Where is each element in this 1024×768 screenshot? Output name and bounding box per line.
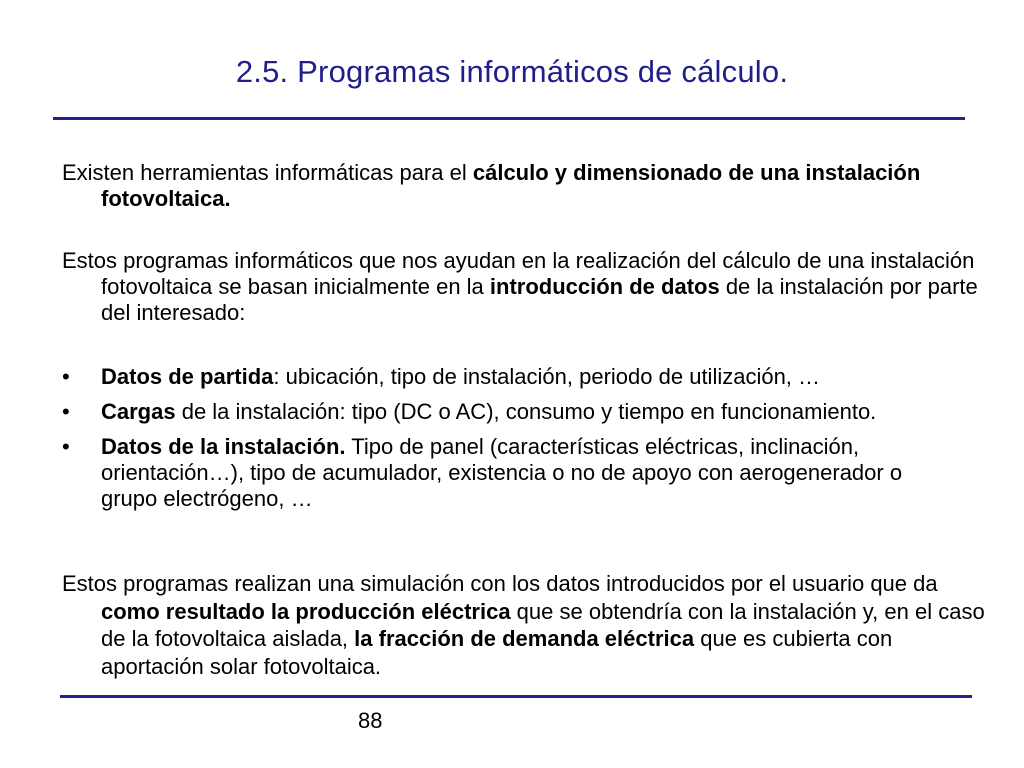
- bullet-marker: •: [62, 364, 70, 389]
- bullet-bold: Datos de la instalación.: [101, 434, 346, 459]
- paragraph-simulation-text-3: que es cubierta con aportación solar fotovoltaica.: [101, 626, 893, 679]
- bullet-item: [62, 434, 962, 512]
- title-divider: [53, 117, 965, 120]
- bullet-list: [62, 364, 962, 521]
- paragraph-intro-bold: cálculo y dimensionado de una instalación fotovoltaica.: [101, 160, 921, 211]
- bullet-marker: •: [62, 399, 70, 424]
- bullet-marker: •: [62, 434, 70, 459]
- paragraph-intro: [62, 160, 1001, 212]
- bullet-bold: Cargas: [101, 399, 176, 424]
- paragraph-simulation-bold-1: como resultado la producción eléctrica: [101, 598, 511, 624]
- bullet-text: : ubicación, tipo de instalación, periodo de utilización, …: [273, 364, 821, 389]
- paragraph-intro-text: Existen herramientas informáticas para el: [62, 160, 473, 185]
- bullet-text: de la instalación: tipo (DC o AC), consumo y tiempo en funcionamiento.: [175, 399, 877, 424]
- paragraph-programs-text-1: Estos programas informáticos que nos ayudan en la realización del cálculo de una instalación fotovoltaica se basan inicialmente en la: [62, 248, 975, 299]
- paragraph-simulation-text-2: que se obtendría con la instalación y, en el caso de la fotovoltaica aislada,: [101, 598, 985, 651]
- paragraph-programs-text-2: de la instalación por parte del interesado:: [101, 274, 978, 325]
- bullet-text: Tipo de panel (características eléctricas, inclinación, orientación…), tipo de acumulador, existencia o no de apoyo con aerogenerador o grupo electrógeno, …: [101, 434, 903, 511]
- paragraph-programs-bold: introducción de datos: [489, 274, 720, 299]
- paragraph-simulation-bold-2: la fracción de demanda eléctrica: [354, 626, 695, 651]
- bullet-bold: Datos de partida: [101, 364, 274, 389]
- paragraph-programs: [62, 248, 1001, 326]
- page-number: 88: [358, 708, 383, 733]
- paragraph-simulation: [62, 570, 1001, 680]
- footer-divider: [60, 695, 972, 698]
- bullet-item: [62, 399, 962, 425]
- bullet-item: [62, 364, 962, 390]
- paragraph-simulation-text-1: Estos programas realizan una simulación con los datos introducidos por el usuario que da: [62, 571, 938, 596]
- slide-title: 2.5. Programas informáticos de cálculo.: [235, 54, 789, 89]
